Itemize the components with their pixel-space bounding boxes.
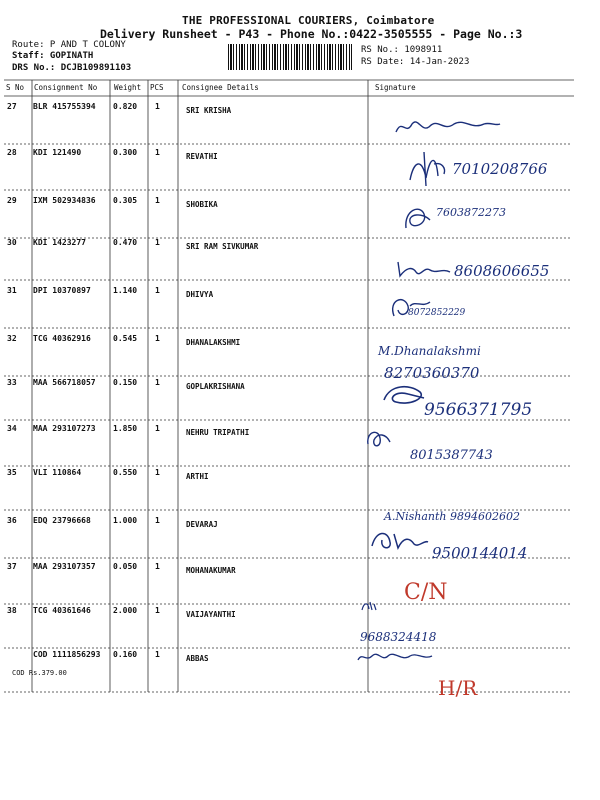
row-weight: 0.545 xyxy=(113,334,138,343)
row-pcs: 1 xyxy=(155,606,160,615)
row-weight: 0.820 xyxy=(113,102,138,111)
rs-date: RS Date: 14-Jan-2023 xyxy=(361,57,470,67)
row-consignment: IXM 502934836 xyxy=(33,196,96,205)
row-consignment: TCG 40362916 xyxy=(33,334,91,343)
row-sno: 29 xyxy=(7,196,17,205)
row-consignee: VAIJAYANTHI xyxy=(186,610,236,619)
row-consignment: DPI 10370897 xyxy=(33,286,91,295)
row-sno: 30 xyxy=(7,238,17,247)
row-sno: 31 xyxy=(7,286,17,295)
row-weight: 1.140 xyxy=(113,286,138,295)
row-weight: 0.305 xyxy=(113,196,138,205)
row-consignee: DEVARAJ xyxy=(186,520,218,529)
row-pcs: 1 xyxy=(155,196,160,205)
row-pcs: 1 xyxy=(155,562,160,571)
col-header-consignee: Consignee Details xyxy=(182,83,259,92)
row-pcs: 1 xyxy=(155,286,160,295)
row-consignee: DHANALAKSHMI xyxy=(186,338,241,347)
row-weight: 2.000 xyxy=(113,606,138,615)
row-consignment: BLR 415755394 xyxy=(33,102,96,111)
col-header-sno: S No xyxy=(6,83,25,92)
signature-scribble xyxy=(360,600,378,612)
handwritten-hr-mark: H/R xyxy=(438,676,478,700)
row-sno: 36 xyxy=(7,516,17,525)
col-header-signature: Signature xyxy=(375,83,416,92)
row-consignee: DHIVYA xyxy=(186,290,214,299)
row-sno: 38 xyxy=(7,606,17,615)
row-consignment: MAA 293107357 xyxy=(33,562,96,571)
handwritten-phone: 9566371795 xyxy=(424,400,533,420)
signature-scribble xyxy=(404,150,450,190)
col-header-consignment: Consignment No xyxy=(34,83,98,92)
rs-number: RS No.: 1098911 xyxy=(361,45,443,55)
row-sno: 27 xyxy=(7,102,17,111)
signature-scribble xyxy=(364,426,394,452)
row-pcs: 1 xyxy=(155,424,160,433)
row-sno: 35 xyxy=(7,468,17,477)
col-header-pcs: PCS xyxy=(150,83,164,92)
handwritten-name-phone: A.Nishanth 9894602602 xyxy=(384,510,520,523)
handwritten-phone: 7603872273 xyxy=(436,206,506,219)
handwritten-phone: 8270360370 xyxy=(384,364,480,382)
row-consignee: SHOBIKA xyxy=(186,200,218,209)
handwritten-name: M.Dhanalakshmi xyxy=(378,344,481,358)
signature-scribble xyxy=(392,114,502,140)
signature-scribble xyxy=(400,200,434,236)
row-consignment: VLI 110864 xyxy=(33,468,82,477)
row-sno: 28 xyxy=(7,148,17,157)
route-label: Route: P AND T COLONY xyxy=(12,40,126,50)
handwritten-phone: 9688324418 xyxy=(360,630,437,644)
row-consignee: GOPLAKRISHANA xyxy=(186,382,245,391)
row-pcs: 1 xyxy=(155,334,160,343)
handwritten-phone: 8015387743 xyxy=(410,448,493,463)
row-consignment: KDI 1423277 xyxy=(33,238,86,247)
signature-scribble xyxy=(394,258,454,282)
row-consignee: ARTHI xyxy=(186,472,209,481)
company-title: THE PROFESSIONAL COURIERS, Coimbatore xyxy=(182,14,435,27)
row-consignee: SRI RAM SIVKUMAR xyxy=(186,242,259,251)
signature-scribble xyxy=(368,526,432,554)
signature-scribble xyxy=(380,382,428,410)
row-consignment: KDI 121490 xyxy=(33,148,82,157)
row-consignee: MOHANAKUMAR xyxy=(186,566,236,575)
signature-scribble xyxy=(356,648,436,666)
row-pcs: 1 xyxy=(155,516,160,525)
row-pcs: 1 xyxy=(155,378,160,387)
row-pcs: 1 xyxy=(155,102,160,111)
row-consignee: NEHRU TRIPATHI xyxy=(186,428,250,437)
drs-number: DRS No.: DCJB109891103 xyxy=(12,63,132,73)
row-weight: 1.850 xyxy=(113,424,138,433)
col-header-weight: Weight xyxy=(114,83,142,92)
row-weight: 0.150 xyxy=(113,378,138,387)
row-sno: 32 xyxy=(7,334,17,343)
cod-amount: COD Rs.379.00 xyxy=(12,669,67,677)
row-consignment: COD 1111856293 xyxy=(33,650,101,659)
handwritten-phone: 8072852229 xyxy=(408,308,466,318)
row-pcs: 1 xyxy=(155,238,160,247)
row-consignment: EDQ 23796668 xyxy=(33,516,91,525)
handwritten-cn-mark: C/N xyxy=(404,580,448,605)
row-consignment: TCG 40361646 xyxy=(33,606,91,615)
staff-label: Staff: GOPINATH xyxy=(12,51,94,61)
row-sno: 34 xyxy=(7,424,17,433)
row-weight: 0.300 xyxy=(113,148,138,157)
row-consignment: MAA 566718057 xyxy=(33,378,96,387)
row-weight: 0.470 xyxy=(113,238,138,247)
handwritten-phone: 7010208766 xyxy=(452,160,548,178)
row-pcs: 1 xyxy=(155,650,160,659)
row-pcs: 1 xyxy=(155,468,160,477)
row-sno: 33 xyxy=(7,378,17,387)
row-consignee: SRI KRISHA xyxy=(186,106,232,115)
row-consignee: ABBAS xyxy=(186,654,209,663)
runsheet-title: Delivery Runsheet - P43 - Phone No.:0422-3505555 - Page No.:3 xyxy=(100,27,523,41)
row-weight: 0.050 xyxy=(113,562,138,571)
row-sno: 37 xyxy=(7,562,17,571)
row-weight: 0.160 xyxy=(113,650,138,659)
row-weight: 0.550 xyxy=(113,468,138,477)
row-consignment: MAA 293107273 xyxy=(33,424,96,433)
row-consignee: REVATHI xyxy=(186,152,218,161)
handwritten-phone: 8608606655 xyxy=(454,262,550,280)
handwritten-phone: 9500144014 xyxy=(432,544,528,562)
row-weight: 1.000 xyxy=(113,516,138,525)
row-pcs: 1 xyxy=(155,148,160,157)
